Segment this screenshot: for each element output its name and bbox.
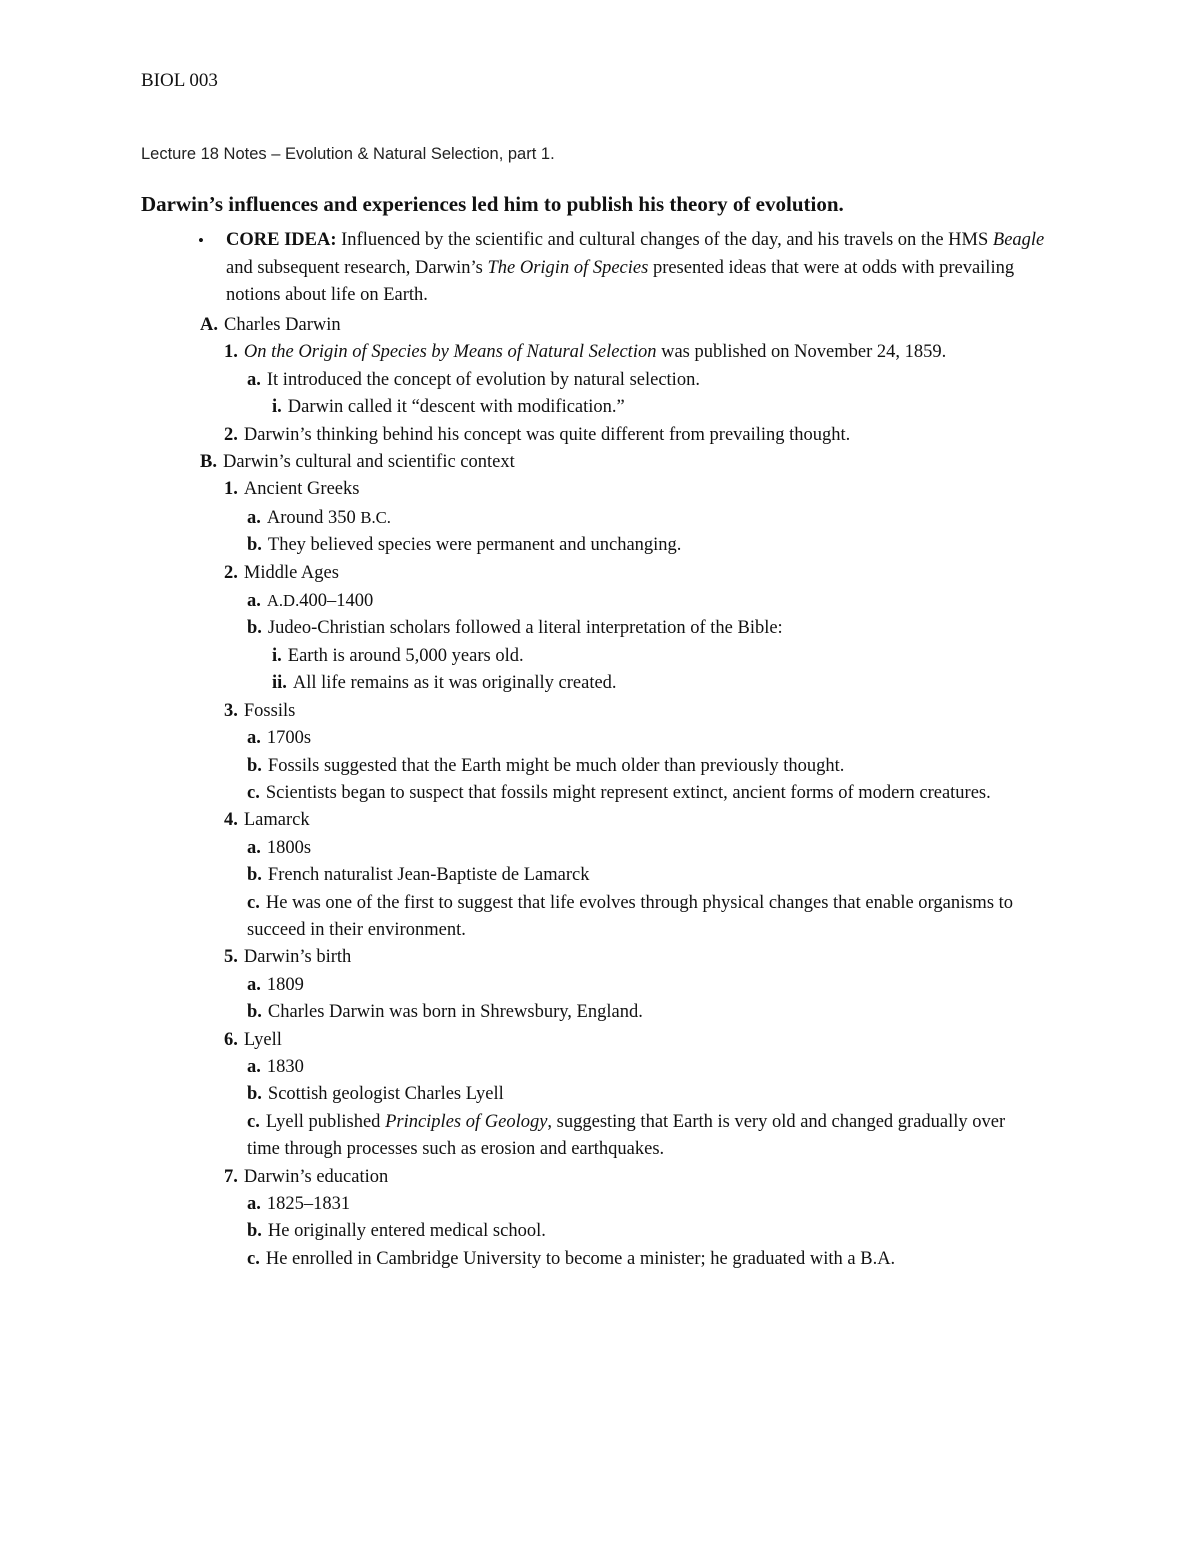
item-text: Charles Darwin [224, 315, 341, 335]
item-text: Lyell [243, 1029, 282, 1050]
core-idea-text: presented ideas that were at odds with prevailing notions about life on Earth. [226, 257, 1015, 305]
item-marker: a. [247, 1194, 261, 1214]
core-idea-text: Influenced by the scientific and cultural changes of the day, and his travels on the HMS [336, 230, 993, 250]
outline-item-B2bi [200, 643, 1060, 670]
item-text: , suggesting that Earth is very old and changed gradually over time through processes such as erosion and earthquakes. [247, 1111, 1006, 1160]
item-text: 1700s [266, 728, 312, 749]
item-text: Darwin called it “descent with modification.” [287, 397, 625, 418]
core-idea-italic: The Origin of Species [487, 257, 649, 278]
outline-item-A2 [200, 422, 1060, 449]
outline-item-B7c [200, 1246, 1060, 1273]
outline-item-B [200, 449, 1060, 476]
core-idea-label: CORE IDEA: [226, 230, 337, 250]
item-marker: A. [200, 315, 218, 335]
item-italic: Principles of Geology [385, 1111, 548, 1132]
item-text: Scottish geologist Charles Lyell [267, 1084, 504, 1105]
item-text: It introduced the concept of evolution by natural selection. [266, 369, 700, 390]
outline-item-B5 [200, 944, 1060, 971]
item-marker: a. [247, 1056, 261, 1077]
item-text: Around 350 [266, 507, 361, 528]
item-marker: b. [247, 535, 262, 556]
item-marker: c. [247, 782, 260, 803]
outline-item-B2 [200, 560, 1060, 587]
item-marker: i. [272, 645, 282, 666]
item-marker: a. [247, 974, 261, 995]
item-marker: 2. [224, 424, 238, 445]
item-text: They believed species were permanent and unchanging. [267, 535, 682, 556]
item-marker: c. [247, 1111, 260, 1132]
outline-item-B5a [200, 972, 1060, 999]
item-marker: 4. [224, 810, 238, 831]
outline-item-A1 [200, 339, 1060, 366]
item-text: Earth is around 5,000 years old. [287, 645, 524, 666]
outline-item-B4 [200, 807, 1060, 834]
core-idea-text: and subsequent research, Darwin’s [226, 257, 488, 278]
outline-item-B1 [200, 476, 1060, 503]
item-text: 1809 [266, 974, 304, 995]
outline-item-B3 [200, 698, 1060, 725]
item-text: 1825–1831 [266, 1194, 351, 1214]
item-text: Fossils [243, 700, 296, 721]
item-marker: b. [247, 865, 262, 886]
item-text: Darwin’s cultural and scientific context [222, 452, 515, 473]
item-marker: c. [247, 1248, 260, 1269]
item-text: Fossils suggested that the Earth might be much older than previously thought. [267, 755, 845, 776]
item-text: He was one of the first to suggest that life evolves through physical changes that enable organisms to succeed in their environment. [247, 892, 1014, 940]
outline-item-B4c [200, 890, 1027, 945]
item-marker: b. [247, 1084, 262, 1105]
outline-item-A1ai [200, 394, 1060, 421]
outline-item-B4b [200, 862, 1060, 889]
outline-item-B7 [200, 1164, 1060, 1191]
outline-item-B6c [200, 1109, 1007, 1164]
item-marker: 7. [224, 1166, 238, 1187]
outline-item-B4a [200, 835, 1060, 862]
item-marker: 1. [224, 342, 238, 363]
item-text: All life remains as it was originally created. [292, 673, 617, 694]
item-marker: ii. [272, 673, 287, 694]
outline-item-A [200, 312, 1060, 339]
item-marker: b. [247, 1002, 262, 1023]
outline-item-B3c [200, 780, 1027, 807]
section-heading: Darwin’s influences and experiences led him to publish his theory of evolution. [141, 192, 844, 216]
outline-item-B2a [200, 587, 1060, 615]
item-marker: B. [200, 452, 217, 473]
outline-item-B6b [200, 1081, 1060, 1108]
item-marker: a. [247, 837, 261, 858]
item-marker: c. [247, 892, 260, 913]
lecture-title: Lecture 18 Notes – Evolution & Natural Selection, part 1. [141, 145, 555, 163]
item-marker: i. [272, 397, 282, 418]
item-text: Lamarck [243, 810, 310, 831]
outline-item-B1b [200, 532, 1060, 559]
outline-item-B3b [200, 753, 1060, 780]
item-text: 1800s [266, 837, 312, 858]
outline-item-B7a [200, 1191, 1060, 1218]
item-text: Middle Ages [243, 562, 339, 583]
outline-item-B7b [200, 1218, 1060, 1245]
core-idea-italic: Beagle [992, 230, 1045, 250]
item-text: 1830 [266, 1056, 304, 1077]
item-marker: a. [247, 591, 261, 612]
item-marker: b. [247, 618, 262, 639]
outline-item-A1a [200, 367, 1060, 394]
item-text: Scientists began to suspect that fossils might represent extinct, ancient forms of modern creatures. [265, 782, 991, 803]
item-text: Ancient Greeks [243, 479, 360, 500]
item-text: Judeo-Christian scholars followed a literal interpretation of the Bible: [267, 618, 783, 639]
outline-item-B1a [200, 504, 1060, 532]
bullet-icon: • [198, 231, 204, 250]
item-marker: 1. [224, 479, 238, 500]
item-text: French naturalist Jean-Baptiste de Lamarck [267, 865, 590, 886]
item-marker: 2. [224, 562, 238, 583]
item-marker: a. [247, 507, 261, 528]
outline-item-B2b [200, 615, 1060, 642]
outline-item-B5b [200, 999, 1060, 1026]
item-text: was published on November 24, 1859. [656, 342, 947, 363]
outline-item-B6a [200, 1054, 1060, 1081]
item-marker: 6. [224, 1029, 238, 1050]
item-marker: 3. [224, 700, 238, 721]
outline-item-B6 [200, 1027, 1060, 1054]
item-smallcaps: A.D. [266, 591, 300, 611]
item-text: Darwin’s thinking behind his concept was quite different from prevailing thought. [243, 424, 851, 445]
item-italic: On the Origin of Species by Means of Natural Selection [243, 342, 657, 363]
item-text: Darwin’s education [243, 1166, 389, 1187]
item-text: Darwin’s birth [243, 947, 352, 968]
item-text: Charles Darwin was born in Shrewsbury, England. [267, 1002, 643, 1023]
item-marker: b. [247, 1221, 262, 1242]
item-text: He enrolled in Cambridge University to become a minister; he graduated with a B.A. [265, 1248, 896, 1269]
item-text: He originally entered medical school. [267, 1221, 546, 1242]
item-text: 400–1400 [299, 591, 374, 612]
outline-item-B3a [200, 725, 1060, 752]
core-idea [226, 227, 1056, 310]
outline [200, 312, 1060, 1273]
item-text: Lyell published [265, 1111, 386, 1132]
item-smallcaps: B.C. [360, 507, 391, 527]
item-marker: a. [247, 728, 261, 749]
item-marker: 5. [224, 947, 238, 968]
item-marker: b. [247, 755, 262, 776]
outline-item-B2bii [200, 670, 1060, 697]
course-code: BIOL 003 [141, 70, 218, 91]
item-marker: a. [247, 369, 261, 390]
